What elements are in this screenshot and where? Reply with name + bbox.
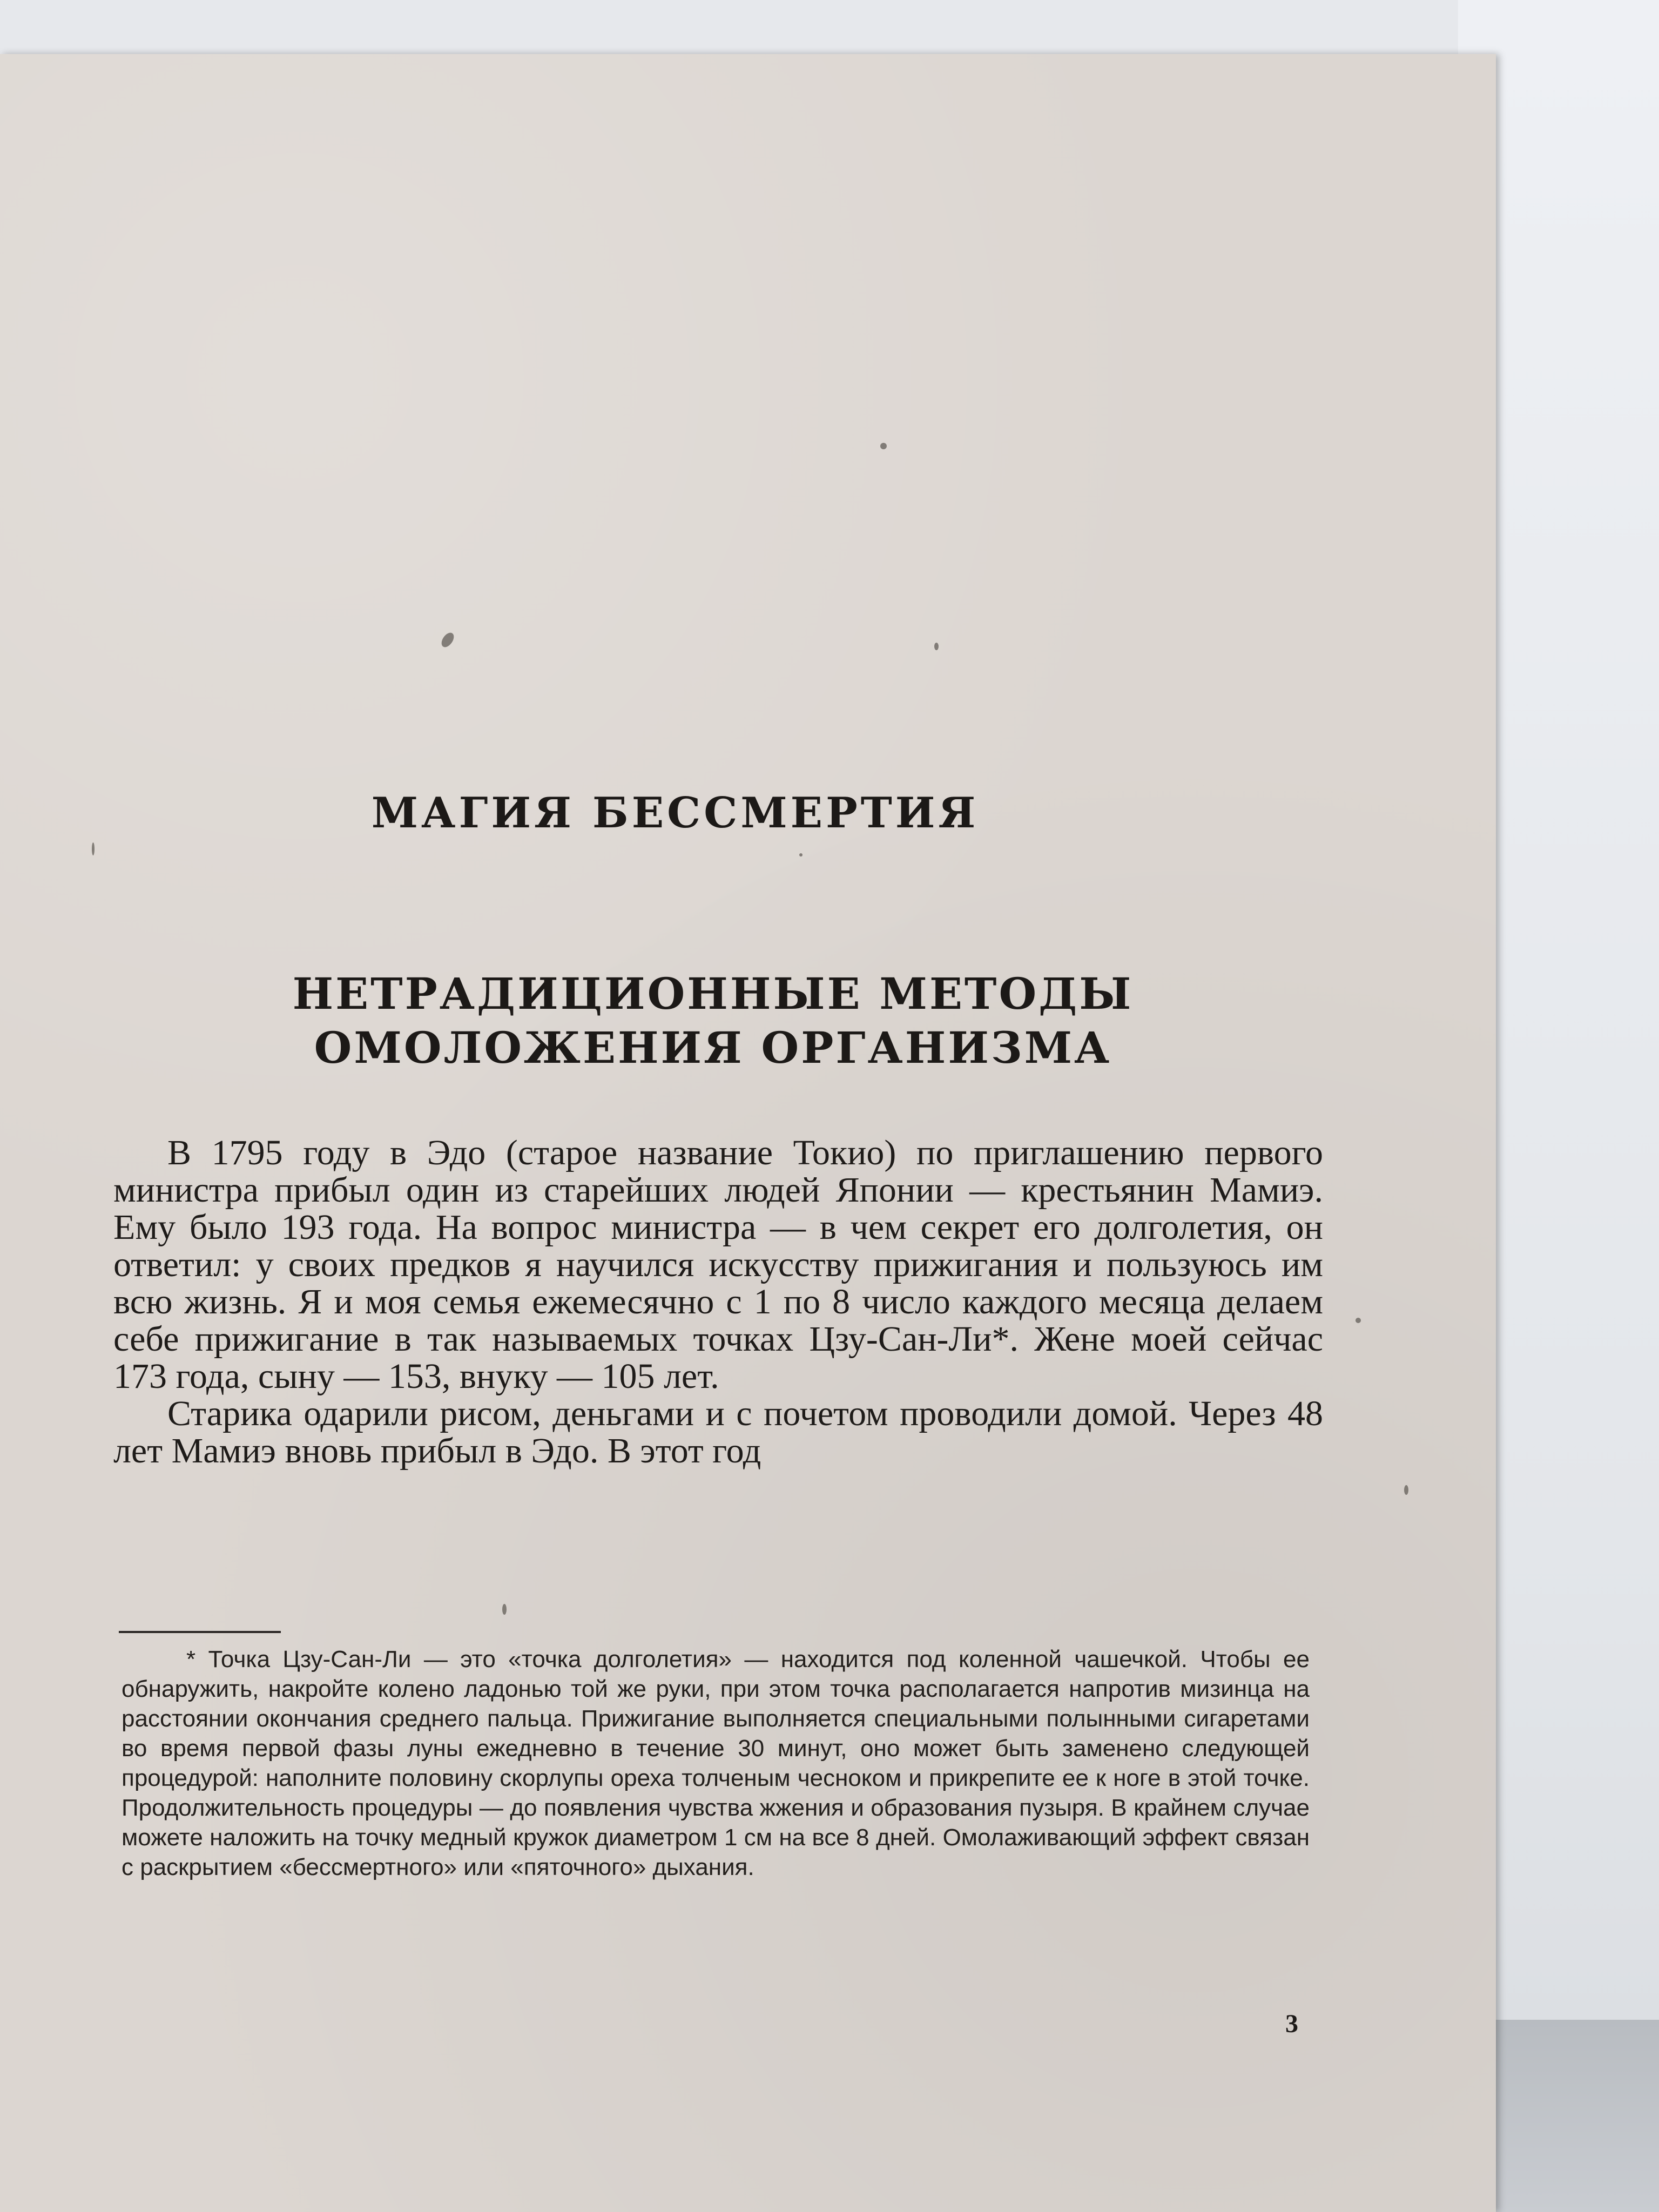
footnote: * Точка Цзу-Сан-Ли — это «точка долголетия» — находится под коленной чашечкой. Чтобы ее обнаружить, накройте колено ладонью той же руки, при этом точка располагается напротив мизинца на расстоянии окончания среднего пальца. Прижигание выполняется специальными полынными сигаретами во время первой фазы луны ежедневно в течение 30 минут, оно может быть заменено следующей процедурой: наполните половину скорлупы ореха толченым чесноком и прикрепите ее к ноге в этой точке. Продолжительность процедуры — до появления чувства жжения и образования пузыря. В крайнем случае можете наложить на точку медный кружок диаметром 1 см на все 8 дней. Омолаживающий эффект связан с раскрытием «бессмертного» или «пяточного» дыхания. <box>122 1646 1310 1880</box>
paper-speck <box>1404 1485 1408 1495</box>
paragraph: В 1795 году в Эдо (старое название Токио) по приглашению первого министра прибыл один из старейших людей Японии — крестьянин Мамиэ. Ему было 193 года. На вопрос министра — в чем секрет его долголетия, он ответил: у своих предков я научился искусству прижигания и пользуюсь им всю жизнь. Я и моя семья ежемесячно с 1 по 8 число каждого месяца делаем себе прижигание в так называемых точках Цзу-Сан-Ли*. Жене моей сейчас 173 года, сыну — 153, внуку — 105 лет. <box>113 1133 1323 1396</box>
body-text <box>113 1134 1323 1469</box>
paper-speck <box>934 643 939 650</box>
page-number: 3 <box>1285 2009 1298 2038</box>
footnote-divider <box>119 1631 281 1633</box>
paper-speck <box>502 1604 507 1615</box>
paper-speck <box>799 853 802 857</box>
table-shadow <box>1469 2020 1659 2212</box>
section-heading-line-1: НЕТРАДИЦИОННЫЕ МЕТОДЫ <box>292 968 1134 1019</box>
page-title: МАГИЯ БЕССМЕРТИЯ <box>371 788 979 838</box>
paper-speck <box>1355 1318 1361 1323</box>
paper-speck <box>92 842 95 855</box>
section-heading <box>248 967 1177 1075</box>
paragraph: Старика одарили рисом, деньгами и с почетом проводили домой. Через 48 лет Мамиэ вновь прибыл в Эдо. В этот год <box>113 1394 1323 1471</box>
paper-speck <box>880 443 887 449</box>
section-heading-line-2: ОМОЛОЖЕНИЯ ОРГАНИЗМА <box>314 1022 1112 1073</box>
paper-speck <box>439 631 456 650</box>
